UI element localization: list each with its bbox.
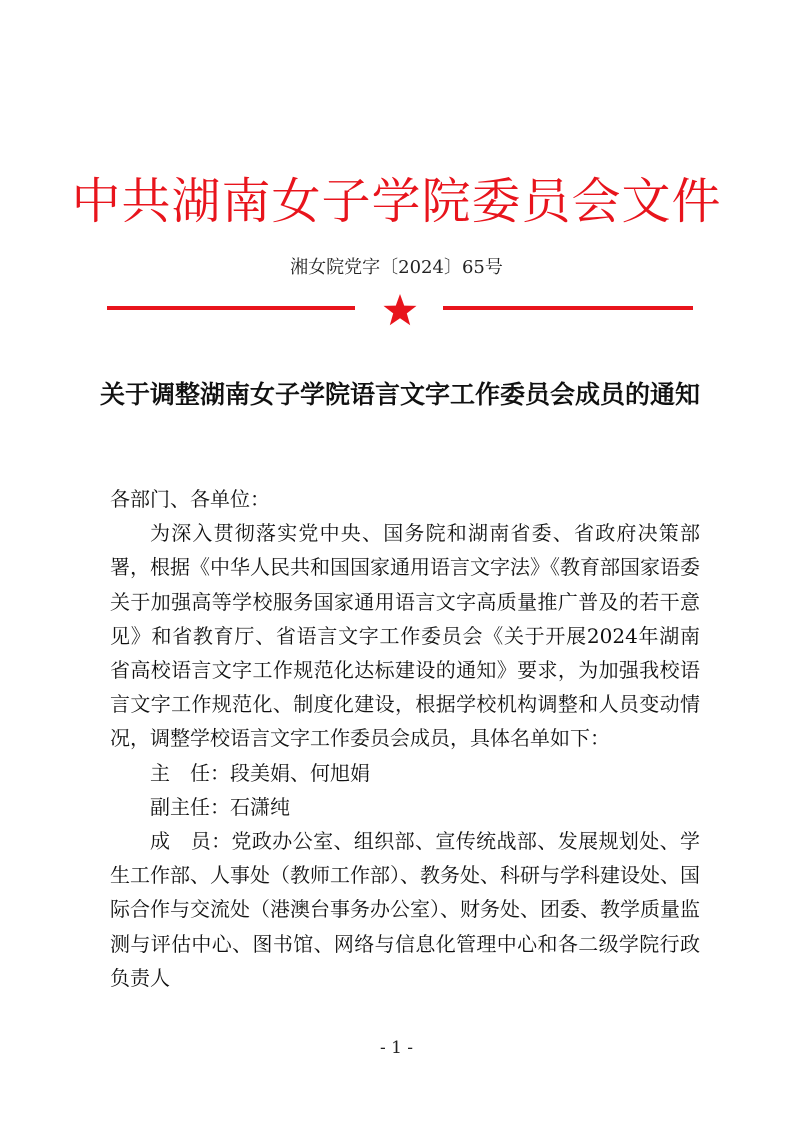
director-line: 主 任：段美娟、何旭娟 bbox=[150, 760, 370, 785]
body-paragraph: 为深入贯彻落实党中央、国务院和湖南省委、省政府决策部署，根据《中华人民共和国国家通用语言文字法》《教育部国家语委关于加强高等学校服务国家通用语言文字高质量推广普及的若干意见》和省教育厅、省语言文字工作委员会《关于开展2024年湖南省高校语言文字工作规范化达标建设的通知》要求，为加强我校语言文字工作规范化、制度化建设，根据学校机构调整和人员变动情况，调整学校语言文字工作委员会成员，具体名单如下： bbox=[110, 521, 700, 751]
members-line: 成 员：党政办公室、组织部、宣传统战部、发展规划处、学生工作部、人事处（教师工作部）、教务处、科研与学科建设处、国际合作与交流处（港澳台事务办公室）、财务处、团委、教学质量监测与评估中心、图书馆、网络与信息化管理中心和各二级学院行政负责人 bbox=[110, 829, 700, 990]
document-number: 湘女院党字〔2024〕65号 bbox=[290, 257, 503, 278]
notice-title: 关于调整湖南女子学院语言文字工作委员会成员的通知 bbox=[100, 380, 701, 409]
deputy-director-line: 副主任：石潇纯 bbox=[150, 794, 290, 819]
page-number: - 1 - bbox=[379, 1038, 414, 1058]
document-body bbox=[110, 482, 700, 995]
document-header-title: 中共湖南女子学院委员会文件 bbox=[71, 173, 722, 230]
red-star-icon bbox=[383, 293, 417, 327]
red-divider-right bbox=[443, 306, 693, 310]
salutation: 各部门、各单位： bbox=[110, 487, 270, 511]
red-divider-left bbox=[107, 306, 355, 310]
